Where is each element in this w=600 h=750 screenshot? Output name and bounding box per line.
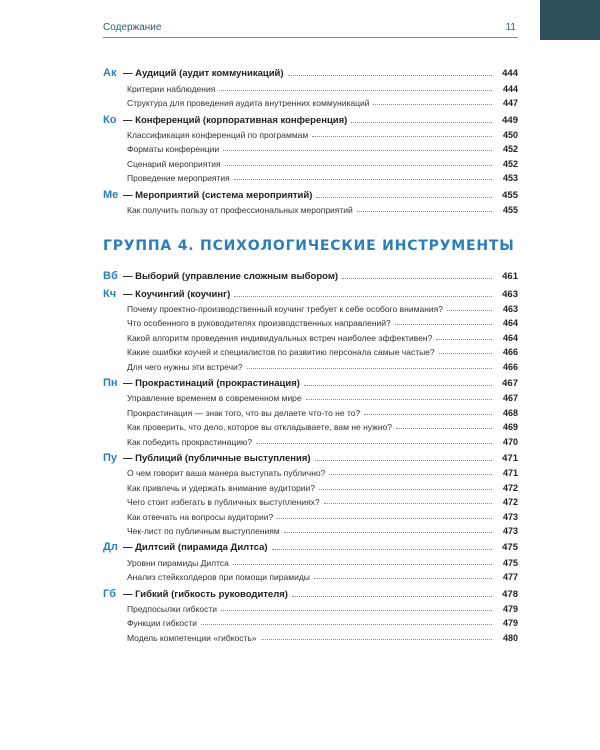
dot-leader [261, 639, 492, 640]
toc-main-row[interactable] [103, 62, 518, 79]
dot-leader [436, 339, 492, 340]
toc-sub-row[interactable] [103, 628, 518, 642]
entry-abbr-badge: Кч [103, 287, 117, 300]
subentry-page-number: 472 [502, 482, 518, 493]
entry-page-number: 463 [502, 288, 518, 300]
toc-sub-row[interactable] [103, 169, 518, 183]
subentry-page-number: 455 [502, 204, 518, 215]
subentry-page-number: 452 [502, 158, 518, 169]
toc-sub-row[interactable] [103, 300, 518, 314]
entry-title: — Аудиций (аудит коммуникаций) [123, 68, 284, 80]
page-header [103, 20, 518, 40]
subentry-page-number: 464 [502, 332, 518, 343]
subentry-page-number: 480 [502, 632, 518, 643]
subentry-page-number: 479 [502, 603, 518, 614]
dot-leader [396, 428, 492, 429]
entry-abbr-badge: Ко [103, 113, 117, 126]
subentry-title: Анализ стейкхолдеров при помощи пирамиды [127, 572, 310, 583]
entry-abbr-badge: Пу [103, 451, 118, 464]
dot-leader [247, 368, 492, 369]
toc-sub-row[interactable] [103, 126, 518, 140]
entry-page-number: 471 [502, 452, 518, 464]
subentry-page-number: 463 [502, 304, 518, 315]
subentry-page-number: 447 [502, 98, 518, 109]
subentry-title: Почему проектно-производственный коучинг требует к себе особого внимания? [127, 304, 443, 315]
dot-leader [233, 564, 492, 565]
subentry-title: Уровни пирамиды Дилтса [127, 557, 229, 568]
dot-leader [439, 353, 492, 354]
subentry-title: Какой алгоритм проведения индивидуальных встреч наиболее эффективен? [127, 332, 433, 343]
entry-page-number: 449 [502, 114, 518, 126]
subentry-title: Сценарий мероприятия [127, 158, 221, 169]
toc-main-row[interactable] [103, 372, 518, 389]
toc-entry [103, 536, 518, 582]
dot-leader [342, 278, 492, 279]
entry-abbr-badge: Пн [103, 377, 118, 390]
dot-leader [306, 399, 492, 400]
toc-main-row[interactable] [103, 108, 518, 125]
subentry-title: Как проверить, что дело, которое вы откладываете, вам не нужно? [127, 422, 392, 433]
toc-entry [103, 183, 518, 215]
subentry-title: Проведение мероприятия [127, 173, 230, 184]
toc-main-row[interactable] [103, 447, 518, 464]
subentry-page-number: 452 [502, 144, 518, 155]
toc-main-row[interactable] [103, 536, 518, 553]
subentry-title: Какие ошибки коучей и специалистов по развитию персонала самые частые? [127, 347, 435, 358]
dot-leader [312, 136, 492, 137]
dot-leader [234, 179, 492, 180]
dot-leader [373, 104, 492, 105]
toc-sub-row[interactable] [103, 600, 518, 614]
toc-sub-row[interactable] [103, 343, 518, 357]
entry-page-number: 475 [502, 542, 518, 554]
toc-main-row[interactable] [103, 282, 518, 299]
toc-entry [103, 108, 518, 183]
toc-sub-row[interactable] [103, 328, 518, 342]
toc-sub-row[interactable] [103, 507, 518, 521]
toc-sub-row[interactable] [103, 389, 518, 403]
subentry-title: О чем говорит ваша манера выступать публично? [127, 468, 326, 479]
dot-leader [364, 414, 492, 415]
dot-leader [292, 596, 492, 597]
table-of-contents [103, 62, 518, 643]
entry-abbr-badge: Дл [103, 541, 118, 554]
entry-abbr-badge: Ме [103, 188, 119, 201]
toc-sub-row[interactable] [103, 140, 518, 154]
toc-sub-row[interactable] [103, 94, 518, 108]
toc-entry [103, 582, 518, 643]
entry-title: — Конференций (корпоративная конференция) [123, 114, 348, 126]
subentry-page-number: 473 [502, 511, 518, 522]
toc-entry [103, 265, 518, 282]
entry-page-number: 455 [502, 189, 518, 201]
toc-sub-row[interactable] [103, 464, 518, 478]
dot-leader [316, 197, 492, 198]
entry-abbr-badge: Ак [103, 67, 117, 80]
dot-leader [284, 532, 492, 533]
toc-sub-row[interactable] [103, 154, 518, 168]
dot-leader [234, 296, 492, 297]
toc-entry [103, 447, 518, 536]
subentry-page-number: 453 [502, 173, 518, 184]
dot-leader [272, 549, 492, 550]
dot-leader [221, 610, 492, 611]
entry-title: — Гибкий (гибкость руководителя) [123, 588, 288, 600]
entry-title: — Дилтсий (пирамида Дилтса) [123, 542, 268, 554]
dot-leader [219, 90, 492, 91]
subentry-title: Как привлечь и удержать внимание аудитории? [127, 482, 316, 493]
subentry-page-number: 466 [502, 361, 518, 372]
entry-abbr-badge: Вб [103, 270, 118, 283]
subentry-page-number: 477 [502, 572, 518, 583]
subentry-title: Как победить прокрастинацию? [127, 436, 253, 447]
entry-title: — Прокрастинаций (прокрастинация) [123, 378, 300, 390]
subentry-page-number: 470 [502, 436, 518, 447]
subentry-title: Модель компетенции «гибкость» [127, 632, 257, 643]
group-title: ГРУППА 4. ПСИХОЛОГИЧЕСКИЕ ИНСТРУМЕНТЫ [103, 237, 515, 254]
subentry-title: Для чего нужны эти встречи? [127, 361, 243, 372]
subentry-title: Структура для проведения аудита внутренних коммуникаций [127, 98, 370, 109]
toc-sub-row[interactable] [103, 478, 518, 492]
subentry-page-number: 450 [502, 129, 518, 140]
toc-entry [103, 372, 518, 447]
subentry-title: Классификация конференций по программам [127, 129, 309, 140]
toc-sub-row[interactable] [103, 568, 518, 582]
toc-sub-row[interactable] [103, 314, 518, 328]
subentry-title: Прокрастинация — знак того, что вы делаете что-то не то? [127, 407, 361, 418]
subentry-title: Чего стоит избегать в публичных выступлениях? [127, 497, 320, 508]
toc-entry [103, 282, 518, 371]
subentry-page-number: 466 [502, 347, 518, 358]
subentry-page-number: 469 [502, 422, 518, 433]
entry-page-number: 478 [502, 588, 518, 600]
subentry-page-number: 471 [502, 468, 518, 479]
toc-sub-row[interactable] [103, 418, 518, 432]
toc-sub-row[interactable] [103, 403, 518, 417]
dot-leader [256, 443, 492, 444]
dot-leader [225, 165, 492, 166]
dot-leader [314, 578, 492, 579]
subentry-title: Управление временем в современном мире [127, 393, 302, 404]
dot-leader [447, 310, 492, 311]
dot-leader [351, 122, 492, 123]
dot-leader [357, 211, 492, 212]
toc-sub-row[interactable] [103, 357, 518, 371]
subentry-page-number: 464 [502, 318, 518, 329]
dot-leader [288, 75, 492, 76]
subentry-title: Функции гибкости [127, 618, 198, 629]
toc-main-row[interactable] [103, 582, 518, 599]
entry-abbr-badge: Гб [103, 587, 117, 600]
header-rule [103, 37, 518, 38]
dot-leader [277, 518, 492, 519]
subentry-page-number: 473 [502, 525, 518, 536]
header-section-title: Содержание [103, 22, 162, 33]
subentry-page-number: 479 [502, 618, 518, 629]
subentry-title: Чек-лист по публичным выступлениям [127, 525, 280, 536]
entry-title: — Коучингий (коучинг) [123, 288, 231, 300]
toc-sub-row[interactable] [103, 201, 518, 215]
entry-title: — Выборий (управление сложным выбором) [123, 271, 339, 283]
toc-main-row[interactable] [103, 265, 518, 282]
dot-leader [319, 489, 492, 490]
dot-leader [329, 474, 492, 475]
dot-leader [304, 385, 492, 386]
subentry-title: Как отвечать на вопросы аудитории? [127, 511, 274, 522]
subentry-page-number: 444 [502, 83, 518, 94]
entry-page-number: 461 [502, 271, 518, 283]
dot-leader [201, 624, 492, 625]
subentry-page-number: 472 [502, 497, 518, 508]
toc-main-row[interactable] [103, 183, 518, 200]
entry-page-number: 467 [502, 378, 518, 390]
subentry-page-number: 468 [502, 407, 518, 418]
toc-sub-row[interactable] [103, 432, 518, 446]
subentry-title: Что особенного в руководителях производственных направлений? [127, 318, 391, 329]
toc-sub-row[interactable] [103, 553, 518, 567]
dot-leader [395, 324, 492, 325]
subentry-page-number: 475 [502, 557, 518, 568]
toc-sub-row[interactable] [103, 493, 518, 507]
entry-title: — Публиций (публичные выступления) [123, 452, 311, 464]
header-page-number: 11 [505, 22, 516, 33]
entry-title: — Мероприятий (система мероприятий) [123, 189, 313, 201]
dot-leader [223, 150, 492, 151]
subentry-title: Критерии наблюдения [127, 83, 216, 94]
toc-sub-row[interactable] [103, 522, 518, 536]
subentry-title: Предпосылки гибкости [127, 603, 217, 614]
subentry-page-number: 467 [502, 393, 518, 404]
subentry-title: Форматы конференции [127, 144, 220, 155]
dot-leader [315, 460, 492, 461]
corner-tab [540, 0, 600, 40]
dot-leader [324, 503, 492, 504]
toc-sub-row[interactable] [103, 79, 518, 93]
subentry-title: Как получить пользу от профессиональных мероприятий [127, 204, 353, 215]
toc-sub-row[interactable] [103, 614, 518, 628]
toc-entry [103, 62, 518, 108]
entry-page-number: 444 [502, 68, 518, 80]
